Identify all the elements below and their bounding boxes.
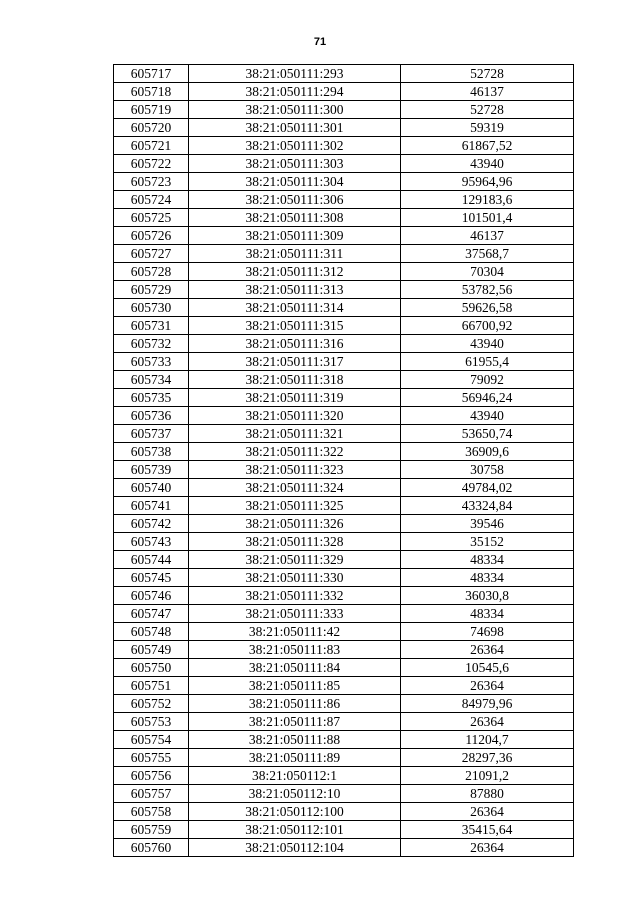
table-row	[114, 605, 574, 623]
table-row	[114, 713, 574, 731]
value-cell: 26364	[401, 641, 574, 659]
value-cell: 46137	[401, 227, 574, 245]
cadastral-number-cell: 38:21:050111:325	[189, 497, 401, 515]
row-number-cell: 605748	[114, 623, 189, 641]
cadastral-number-cell: 38:21:050111:294	[189, 83, 401, 101]
row-number-cell: 605738	[114, 443, 189, 461]
row-number-cell: 605720	[114, 119, 189, 137]
value-cell: 61955,4	[401, 353, 574, 371]
value-cell: 26364	[401, 677, 574, 695]
cadastral-number-cell: 38:21:050111:322	[189, 443, 401, 461]
value-cell: 26364	[401, 803, 574, 821]
value-cell: 43940	[401, 155, 574, 173]
table-row	[114, 83, 574, 101]
table-row	[114, 587, 574, 605]
row-number-cell: 605754	[114, 731, 189, 749]
row-number-cell: 605751	[114, 677, 189, 695]
cadastral-number-cell: 38:21:050111:83	[189, 641, 401, 659]
value-cell: 95964,96	[401, 173, 574, 191]
value-cell: 10545,6	[401, 659, 574, 677]
cadastral-number-cell: 38:21:050111:309	[189, 227, 401, 245]
cadastral-number-cell: 38:21:050111:319	[189, 389, 401, 407]
row-number-cell: 605726	[114, 227, 189, 245]
cadastral-number-cell: 38:21:050111:316	[189, 335, 401, 353]
row-number-cell: 605750	[114, 659, 189, 677]
value-cell: 59626,58	[401, 299, 574, 317]
value-cell: 53782,56	[401, 281, 574, 299]
cadastral-number-cell: 38:21:050111:333	[189, 605, 401, 623]
table-row	[114, 497, 574, 515]
table-row	[114, 407, 574, 425]
cadastral-number-cell: 38:21:050111:317	[189, 353, 401, 371]
value-cell: 53650,74	[401, 425, 574, 443]
row-number-cell: 605730	[114, 299, 189, 317]
value-cell: 70304	[401, 263, 574, 281]
cadastral-number-cell: 38:21:050111:293	[189, 65, 401, 83]
value-cell: 48334	[401, 569, 574, 587]
cadastral-number-cell: 38:21:050112:1	[189, 767, 401, 785]
row-number-cell: 605724	[114, 191, 189, 209]
value-cell: 43940	[401, 407, 574, 425]
value-cell: 61867,52	[401, 137, 574, 155]
table-row	[114, 551, 574, 569]
row-number-cell: 605755	[114, 749, 189, 767]
value-cell: 49784,02	[401, 479, 574, 497]
table-row	[114, 317, 574, 335]
row-number-cell: 605723	[114, 173, 189, 191]
row-number-cell: 605718	[114, 83, 189, 101]
row-number-cell: 605752	[114, 695, 189, 713]
table-row	[114, 443, 574, 461]
table-row	[114, 245, 574, 263]
cadastral-number-cell: 38:21:050111:324	[189, 479, 401, 497]
cadastral-number-cell: 38:21:050111:326	[189, 515, 401, 533]
table-row	[114, 389, 574, 407]
data-table	[113, 64, 574, 857]
value-cell: 48334	[401, 605, 574, 623]
cadastral-number-cell: 38:21:050112:100	[189, 803, 401, 821]
table-row	[114, 533, 574, 551]
cadastral-number-cell: 38:21:050111:312	[189, 263, 401, 281]
row-number-cell: 605760	[114, 839, 189, 857]
page-number: 71	[313, 36, 327, 48]
cadastral-number-cell: 38:21:050111:84	[189, 659, 401, 677]
row-number-cell: 605717	[114, 65, 189, 83]
cadastral-number-cell: 38:21:050111:320	[189, 407, 401, 425]
row-number-cell: 605731	[114, 317, 189, 335]
value-cell: 48334	[401, 551, 574, 569]
cadastral-number-cell: 38:21:050111:304	[189, 173, 401, 191]
cadastral-number-cell: 38:21:050112:10	[189, 785, 401, 803]
table-row	[114, 767, 574, 785]
cadastral-number-cell: 38:21:050112:104	[189, 839, 401, 857]
cadastral-number-cell: 38:21:050111:323	[189, 461, 401, 479]
cadastral-number-cell: 38:21:050111:329	[189, 551, 401, 569]
row-number-cell: 605719	[114, 101, 189, 119]
cadastral-number-cell: 38:21:050111:86	[189, 695, 401, 713]
cadastral-number-cell: 38:21:050111:313	[189, 281, 401, 299]
value-cell: 11204,7	[401, 731, 574, 749]
cadastral-number-cell: 38:21:050111:85	[189, 677, 401, 695]
value-cell: 84979,96	[401, 695, 574, 713]
value-cell: 52728	[401, 101, 574, 119]
row-number-cell: 605729	[114, 281, 189, 299]
cadastral-number-cell: 38:21:050111:314	[189, 299, 401, 317]
table-row	[114, 209, 574, 227]
value-cell: 79092	[401, 371, 574, 389]
table-row	[114, 515, 574, 533]
value-cell: 37568,7	[401, 245, 574, 263]
value-cell: 26364	[401, 839, 574, 857]
row-number-cell: 605756	[114, 767, 189, 785]
value-cell: 35152	[401, 533, 574, 551]
value-cell: 46137	[401, 83, 574, 101]
table-row	[114, 425, 574, 443]
table-row	[114, 137, 574, 155]
cadastral-number-cell: 38:21:050111:300	[189, 101, 401, 119]
value-cell: 35415,64	[401, 821, 574, 839]
row-number-cell: 605732	[114, 335, 189, 353]
cadastral-number-cell: 38:21:050111:42	[189, 623, 401, 641]
value-cell: 87880	[401, 785, 574, 803]
row-number-cell: 605734	[114, 371, 189, 389]
value-cell: 59319	[401, 119, 574, 137]
table-row	[114, 461, 574, 479]
table-row	[114, 785, 574, 803]
table-row	[114, 119, 574, 137]
cadastral-number-cell: 38:21:050111:302	[189, 137, 401, 155]
table-row	[114, 623, 574, 641]
table-row	[114, 677, 574, 695]
row-number-cell: 605728	[114, 263, 189, 281]
value-cell: 30758	[401, 461, 574, 479]
cadastral-number-cell: 38:21:050111:88	[189, 731, 401, 749]
cadastral-number-cell: 38:21:050111:89	[189, 749, 401, 767]
cadastral-number-cell: 38:21:050111:303	[189, 155, 401, 173]
row-number-cell: 605739	[114, 461, 189, 479]
cadastral-number-cell: 38:21:050111:318	[189, 371, 401, 389]
value-cell: 74698	[401, 623, 574, 641]
table-row	[114, 353, 574, 371]
table-row	[114, 821, 574, 839]
row-number-cell: 605727	[114, 245, 189, 263]
table-row	[114, 803, 574, 821]
row-number-cell: 605745	[114, 569, 189, 587]
value-cell: 43940	[401, 335, 574, 353]
table-row	[114, 749, 574, 767]
row-number-cell: 605759	[114, 821, 189, 839]
table-body	[114, 65, 574, 857]
cadastral-number-cell: 38:21:050111:311	[189, 245, 401, 263]
value-cell: 39546	[401, 515, 574, 533]
row-number-cell: 605740	[114, 479, 189, 497]
row-number-cell: 605747	[114, 605, 189, 623]
table-row	[114, 155, 574, 173]
cadastral-number-cell: 38:21:050111:332	[189, 587, 401, 605]
value-cell: 36030,8	[401, 587, 574, 605]
row-number-cell: 605743	[114, 533, 189, 551]
table-row	[114, 641, 574, 659]
cadastral-number-cell: 38:21:050111:308	[189, 209, 401, 227]
cadastral-number-cell: 38:21:050111:315	[189, 317, 401, 335]
table-row	[114, 263, 574, 281]
cadastral-number-cell: 38:21:050111:306	[189, 191, 401, 209]
row-number-cell: 605744	[114, 551, 189, 569]
table-row	[114, 281, 574, 299]
cadastral-number-cell: 38:21:050111:301	[189, 119, 401, 137]
value-cell: 101501,4	[401, 209, 574, 227]
table-row	[114, 335, 574, 353]
value-cell: 43324,84	[401, 497, 574, 515]
table-row	[114, 65, 574, 83]
row-number-cell: 605735	[114, 389, 189, 407]
table-row	[114, 731, 574, 749]
value-cell: 66700,92	[401, 317, 574, 335]
row-number-cell: 605737	[114, 425, 189, 443]
row-number-cell: 605733	[114, 353, 189, 371]
row-number-cell: 605742	[114, 515, 189, 533]
row-number-cell: 605722	[114, 155, 189, 173]
row-number-cell: 605741	[114, 497, 189, 515]
table-row	[114, 101, 574, 119]
cadastral-number-cell: 38:21:050111:87	[189, 713, 401, 731]
table-row	[114, 695, 574, 713]
row-number-cell: 605758	[114, 803, 189, 821]
table-row	[114, 839, 574, 857]
value-cell: 26364	[401, 713, 574, 731]
row-number-cell: 605725	[114, 209, 189, 227]
row-number-cell: 605757	[114, 785, 189, 803]
row-number-cell: 605749	[114, 641, 189, 659]
value-cell: 52728	[401, 65, 574, 83]
table-row	[114, 191, 574, 209]
cadastral-number-cell: 38:21:050112:101	[189, 821, 401, 839]
value-cell: 21091,2	[401, 767, 574, 785]
row-number-cell: 605753	[114, 713, 189, 731]
value-cell: 129183,6	[401, 191, 574, 209]
table-row	[114, 371, 574, 389]
row-number-cell: 605721	[114, 137, 189, 155]
cadastral-number-cell: 38:21:050111:328	[189, 533, 401, 551]
table-row	[114, 569, 574, 587]
value-cell: 56946,24	[401, 389, 574, 407]
table-row	[114, 227, 574, 245]
cadastral-number-cell: 38:21:050111:321	[189, 425, 401, 443]
row-number-cell: 605746	[114, 587, 189, 605]
value-cell: 28297,36	[401, 749, 574, 767]
value-cell: 36909,6	[401, 443, 574, 461]
table-row	[114, 479, 574, 497]
row-number-cell: 605736	[114, 407, 189, 425]
table-row	[114, 659, 574, 677]
table-row	[114, 173, 574, 191]
cadastral-number-cell: 38:21:050111:330	[189, 569, 401, 587]
table-row	[114, 299, 574, 317]
